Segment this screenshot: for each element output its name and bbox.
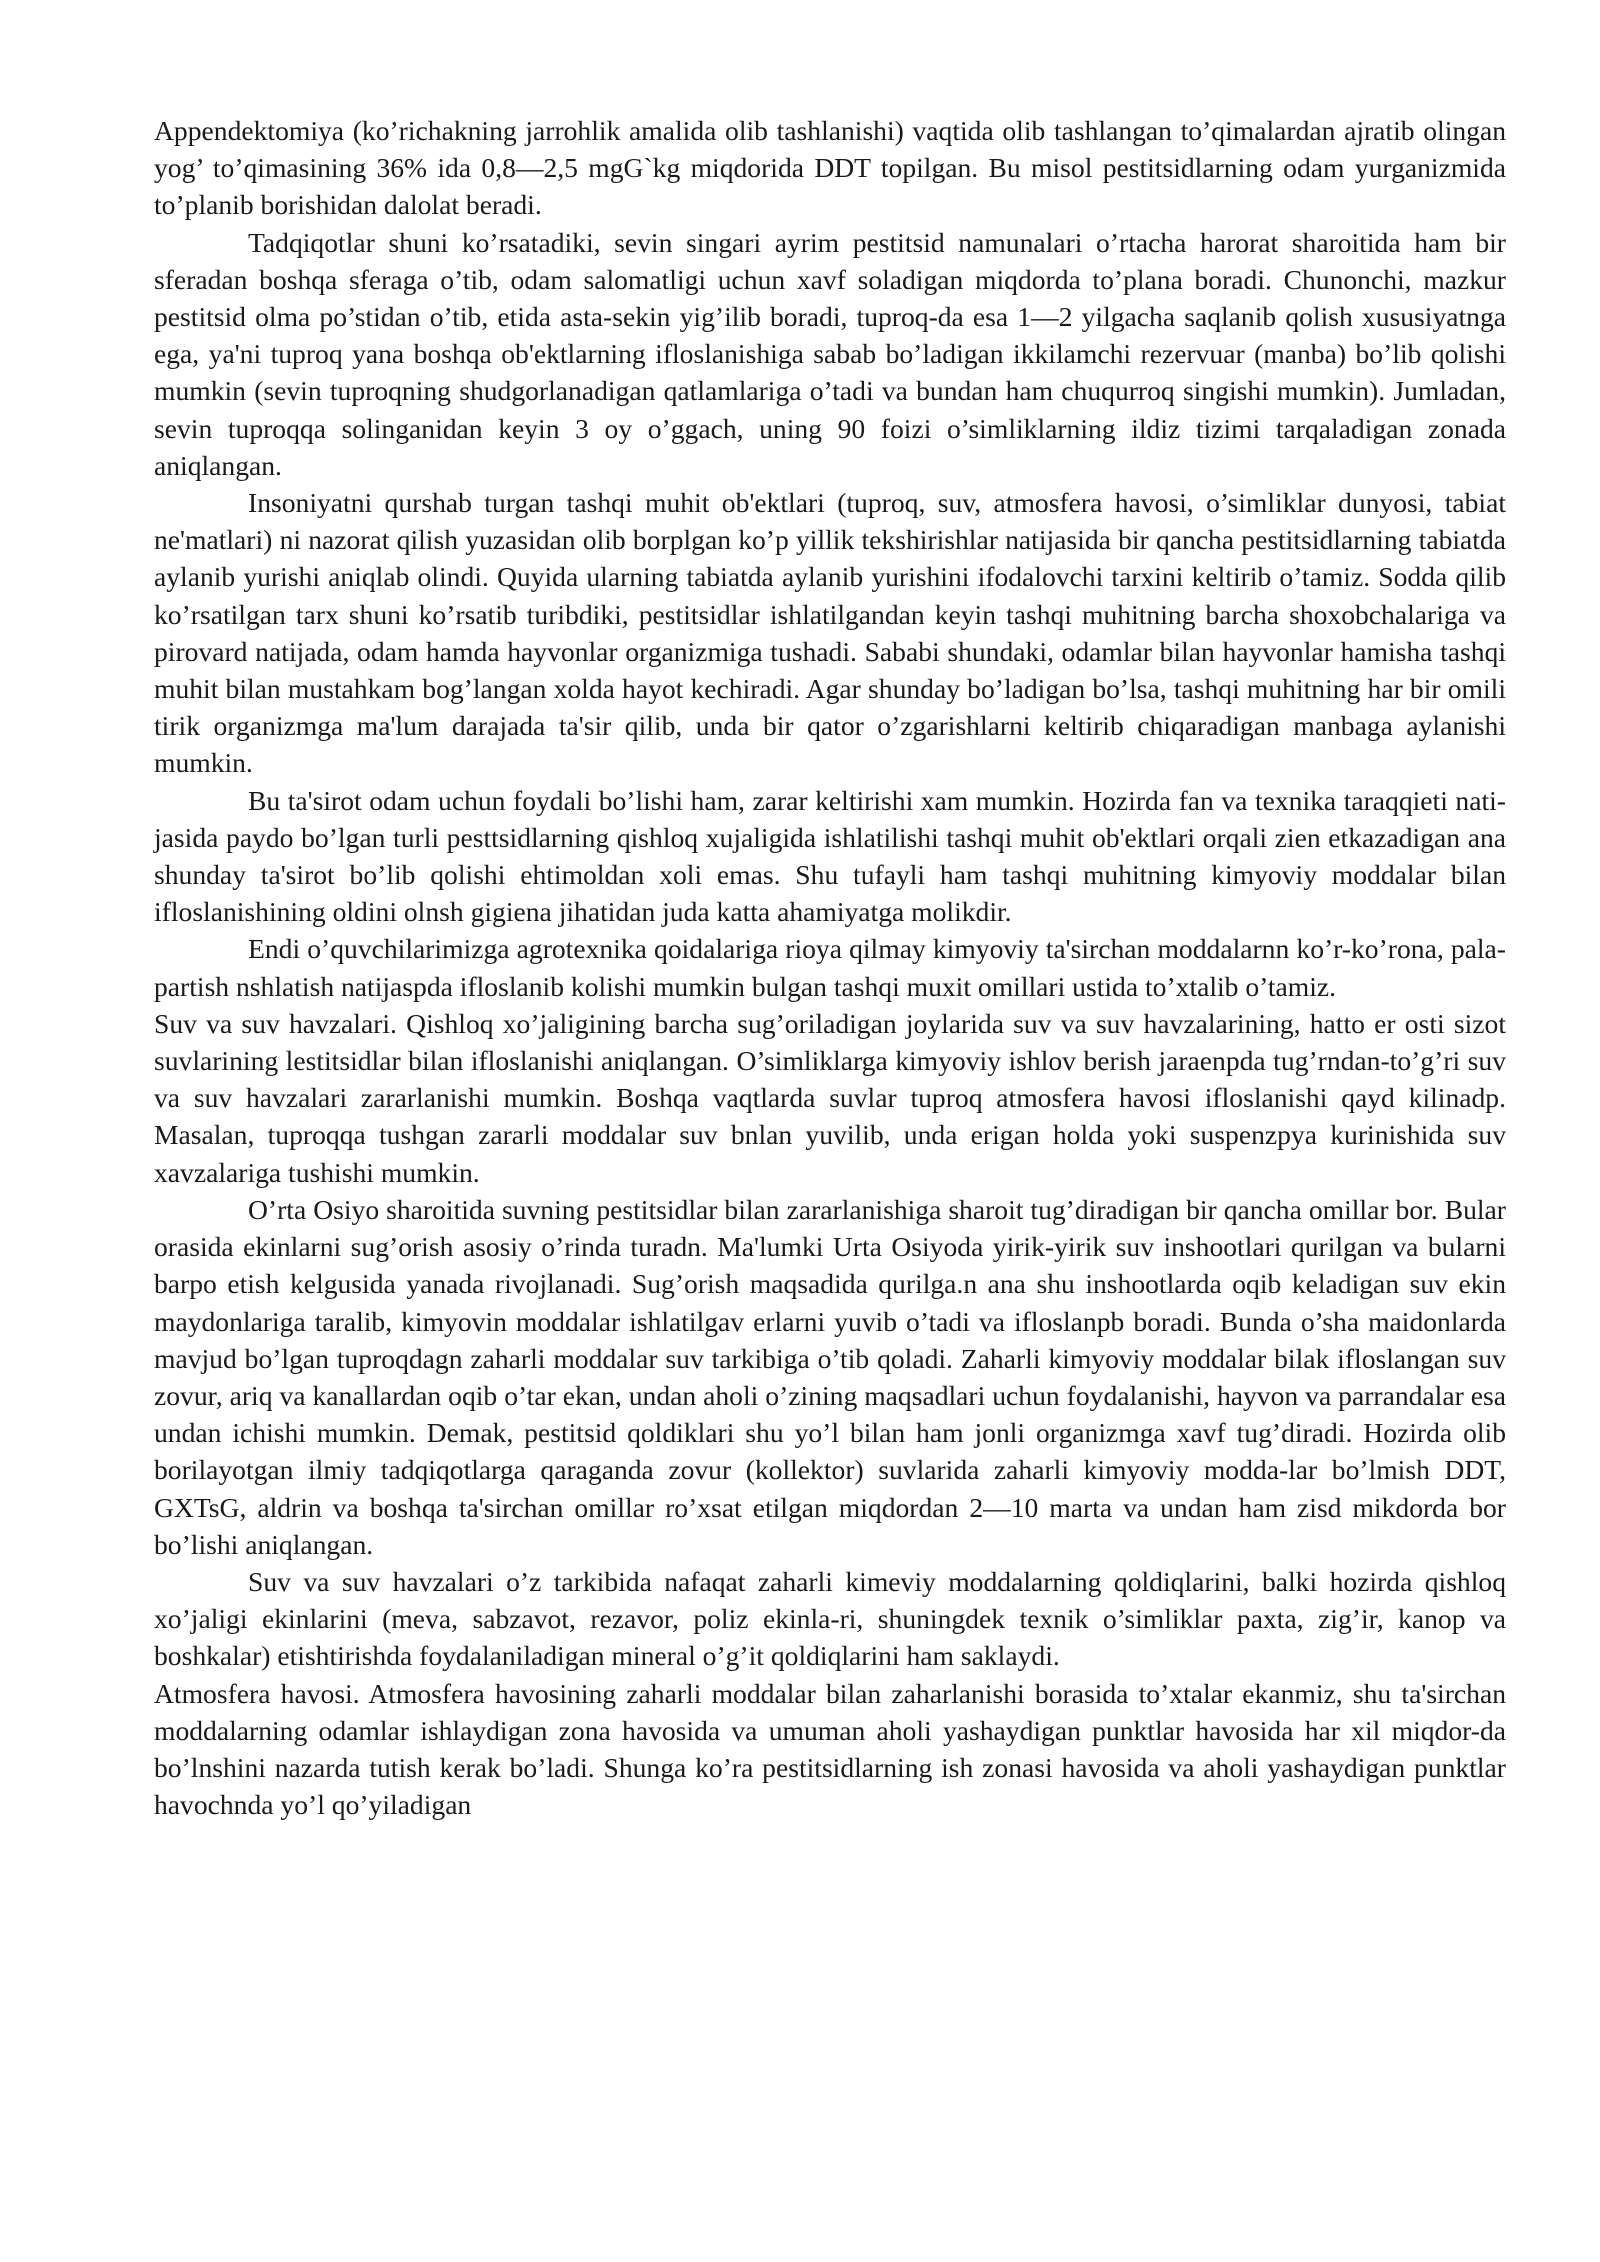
paragraph-appendectomy-ddt: Appendektomiya (ko’richakning jarrohlik amalida olib tashlanishi) vaqtida olib tashlangan to’qimalardan ajratib olingan yog’ to’qimasining 36% ida 0,8—2,5 mgG`kg miqdorida DDT topilgan. Bu misol pestitsidlarning odam yurganizmida to’planib borishidan dalolat beradi. [154,115,1506,221]
paragraph-effects-hygiene: Bu ta'sirot odam uchun foydali bo’lishi ham, zarar keltirishi xam mumkin. Hozirda fan va texnika taraqqieti nati-jasida paydo bo’lgan turli pesttsidlarning qishloq xujaligida ishlatilishi tashqi muhit ob'ektlari orqali zien etkazadigan ana shunday ta'sirot bo’lib qolishi ehtimoldan xoli emas. Shu tufayli ham tashqi muhitning kimyoviy moddalar bilan ifloslanishining oldini olnsh gigiena jihatidan juda katta ahamiyatga molikdir. [154,784,1506,928]
paragraph-mineral-fertilizer: Suv va suv havzalari o’z tarkibida nafaqat zaharli kimeviy moddalarning qoldiqlarini, balki hozirda qishloq xo’jaligi ekinlarini (meva, sabzavot, rezavor, poliz ekinla-ri, shuningdek texnik o’simliklar paxta, zig’ir, kanop va boshkalar) etishtirishda foydalaniladigan mineral o’g’it qoldiqlarini ham saklaydi. [154,1565,1506,1672]
paragraph-agrotechnics-intro: Endi o’quvchilarimizga agrotexnika qoidalariga rioya qilmay kimyoviy ta'sirchan moddalarnn ko’r-ko’rona, pala-partish nshlatish natijaspda ifloslanib kolishi mumkin bulgan tashqi muxit omillari ustida to’xtalib o’tamiz. [154,933,1506,1002]
paragraph-water-basins: Suv va suv havzalari. Qishloq xo’jaligining barcha sug’oriladigan joylarida suv va suv havzalarining, hatto er osti sizot suvlarining lestitsidlar bilan ifloslanishi aniqlangan. O’simliklarga kimyoviy ishlov berish jaraenpda tug’rndan-to’g’ri suv va suv havzalari zararlanishi mumkin. Boshqa vaqtlarda suvlar tuproq atmosfera havosi ifloslanishi qayd kilinadp. Masalan, tuproqqa tushgan zararli moddalar suv bnlan yuvilib, unda erigan holda yoki suspenzpya kurinishida suv xavzalariga tushishi mumkin. [154,1007,1506,1188]
paragraph-atmospheric-air: Atmosfera havosi. Atmosfera havosining zaharli moddalar bilan zaharlanishi borasida to’xtalar ekanmiz, shu ta'sirchan moddalarning odamlar ishlaydigan zona havosida va umuman aholi yashaydigan punktlar havosida har xil miqdor-da bo’lnshini nazarda tutish kerak bo’ladi. Shunga ko’ra pestitsidlarning ish zonasi havosida va aholi yashaydigan punktlar havochnda yo’l qo’yiladigan [154,1677,1506,1821]
paragraph-environment-monitoring: Insoniyatni qurshab turgan tashqi muhit ob'ektlari (tuproq, suv, atmosfera havosi, o’simliklar dunyosi, tabiat ne'matlari) ni nazorat qilish yuzasidan olib borplgan ko’p yillik tekshirishlar natijasida bir qancha pestitsidlarning tabiatda aylanib yurishi aniqlab olindi. Quyida ularning tabiatda aylanib yurishini ifodalovchi tarxini keltirib o’tamiz. Sodda qilib ko’rsatilgan tarx shuni ko’rsatib turibdiki, pestitsidlar ishlatilgandan keyin tashqi muhitning barcha shoxobchalariga va pirovard natijada, odam hamda hayvonlar organizmiga tushadi. Sababi shundaki, odamlar bilan hayvonlar hamisha tashqi muhit bilan mustahkam bog’langan xolda hayot kechiradi. Agar shunday bo’ladigan bo’lsa, tashqi muhitning har bir omili tirik organizmga ma'lum darajada ta'sir qilib, unda bir qator o’zgarishlarni keltirib chiqaradigan manbaga aylanishi mumkin. [154,487,1506,779]
paragraph-central-asia-irrigation: O’rta Osiyo sharoitida suvning pestitsidlar bilan zararlanishiga sharoit tug’diradigan bir qancha omillar bor. Bular orasida ekinlarni sug’orish asosiy o’rinda turadn. Ma'lumki Urta Osiyoda yirik-yirik suv inshootlari qurilgan va bularni barpo etish kelgusida yanada rivojlanadi. Sug’orish maqsadida qurilga.n ana shu inshootlarda oqib keladigan suv ekin maydonlariga taralib, kimyovin moddalar ishlatilgav erlarni yuvib o’tadi va ifloslanpb boradi. Bunda o’sha maidonlarda mavjud bo’lgan tuproqdagn zaharli moddalar suv tarkibiga o’tib qoladi. Zaharli kimyoviy moddalar bilak ifloslangan suv zovur, ariq va kanallardan oqib o’tar ekan, undan aholi o’zining maqsadlari uchun foydalanishi, hayvon va parrandalar esa undan ichishi mumkin. Demak, pestitsid qoldiklari shu yo’l bilan ham jonli organizmga xavf tug’diradi. Hozirda olib borilayotgan ilmiy tadqiqotlarga qaraganda zovur (kollektor) suvlarida zaharli kimyoviy modda-lar bo’lmish DDT, GXTsG, aldrin va boshqa ta'sirchan omillar ro’xsat etilgan miqdordan 2—10 marta va undan ham zisd mikdorda bor bo’lishi aniqlangan. [154,1193,1506,1560]
document-page [154,112,1506,1823]
paragraph-sevin-research: Tadqiqotlar shuni ko’rsatadiki, sevin singari ayrim pestitsid namunalari o’rtacha harorat sharoitida ham bir sferadan boshqa sferaga o’tib, odam salomatligi uchun xavf soladigan miqdorda to’plana boradi. Chunonchi, mazkur pestitsid olma po’stidan o’tib, etida asta-sekin yig’ilib boradi, tuproq-da esa 1—2 yilgacha saqlanib qolish xususiyatnga ega, ya'ni tuproq yana boshqa ob'ektlarning ifloslanishiga sabab bo’ladigan ikkilamchi rezervuar (manba) bo’lib qolishi mumkin (sevin tuproqning shudgorlanadigan qatlamlariga o’tadi va bundan ham chuqurroq singishi mumkin). Jumladan, sevin tuproqqa solinganidan keyin 3 oy o’ggach, uning 90 foizi o’simliklarning ildiz tizimi tarqaladigan zonada aniqlangan. [154,226,1506,481]
